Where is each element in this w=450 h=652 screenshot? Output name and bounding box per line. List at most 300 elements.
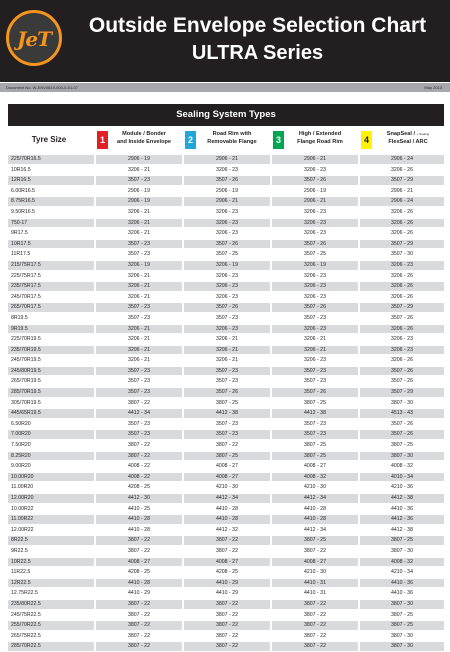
envelope-code-cell: 2906 - 19 <box>272 187 358 196</box>
envelope-code-cell: 3206 - 21 <box>96 166 182 175</box>
tyre-size-cell: 8.25R20 <box>8 452 94 461</box>
envelope-code-cell: 3507 - 26 <box>360 430 444 439</box>
column-2-badge <box>185 131 196 149</box>
table-row <box>8 525 444 536</box>
envelope-code-cell: 3507 - 26 <box>360 420 444 429</box>
envelope-code-cell: 3206 - 23 <box>272 219 358 228</box>
tyre-size-cell: 285/70R19.5 <box>8 388 94 397</box>
envelope-code-cell: 3507 - 25 <box>272 250 358 259</box>
envelope-code-cell: 4412 - 32 <box>184 526 270 535</box>
envelope-code-cell: 3807 - 25 <box>184 452 270 461</box>
envelope-code-cell: 3206 - 23 <box>184 325 270 334</box>
envelope-code-cell: 3507 - 23 <box>96 388 182 397</box>
table-row <box>8 249 444 260</box>
envelope-code-cell: 3807 - 22 <box>272 547 358 556</box>
tyre-size-cell: 12.00R20 <box>8 494 94 503</box>
envelope-code-cell: 4410 - 36 <box>360 589 444 598</box>
envelope-code-cell: 4410 - 28 <box>96 579 182 588</box>
envelope-code-cell: 3206 - 23 <box>272 208 358 217</box>
envelope-code-cell: 4412 - 38 <box>360 494 444 503</box>
envelope-code-cell: 3807 - 22 <box>96 632 182 641</box>
envelope-code-cell: 3206 - 21 <box>96 208 182 217</box>
tyre-size-cell: 9.00R20 <box>8 462 94 471</box>
envelope-code-cell: 3807 - 22 <box>184 632 270 641</box>
envelope-code-cell: 3206 - 26 <box>360 293 444 302</box>
envelope-code-cell: 4210 - 34 <box>360 568 444 577</box>
table-row <box>8 557 444 568</box>
table-row <box>8 313 444 324</box>
envelope-code-cell: 3807 - 25 <box>360 441 444 450</box>
envelope-code-cell: 3507 - 30 <box>360 250 444 259</box>
envelope-code-cell: 3206 - 21 <box>96 229 182 238</box>
envelope-code-cell: 3507 - 26 <box>360 367 444 376</box>
table-row <box>8 493 444 504</box>
envelope-code-cell: 4410 - 28 <box>184 505 270 514</box>
envelope-code-cell: 3206 - 21 <box>96 346 182 355</box>
envelope-code-cell: 4008 - 27 <box>184 558 270 567</box>
table-row <box>8 440 444 451</box>
table-row <box>8 387 444 398</box>
envelope-code-cell: 3807 - 22 <box>96 547 182 556</box>
envelope-code-cell: 3807 - 22 <box>96 611 182 620</box>
envelope-code-cell: 3206 - 19 <box>96 261 182 270</box>
envelope-code-cell: 3206 - 21 <box>96 335 182 344</box>
tyre-size-cell: 9R17.5 <box>8 229 94 238</box>
envelope-code-cell: 3807 - 25 <box>272 441 358 450</box>
tyre-size-cell: 245/75R22.5 <box>8 611 94 620</box>
table-row <box>8 535 444 546</box>
envelope-code-cell: 4208 - 25 <box>184 568 270 577</box>
envelope-code-cell: 3206 - 23 <box>272 356 358 365</box>
envelope-code-cell: 3807 - 22 <box>96 600 182 609</box>
envelope-code-cell: 3206 - 23 <box>272 293 358 302</box>
table-row <box>8 472 444 483</box>
envelope-code-cell: 3507 - 29 <box>360 240 444 249</box>
envelope-code-cell: 3206 - 23 <box>272 229 358 238</box>
envelope-code-cell: 3507 - 26 <box>184 176 270 185</box>
table-row <box>8 281 444 292</box>
envelope-code-cell: 3507 - 23 <box>184 420 270 429</box>
column-2-header <box>198 130 266 146</box>
envelope-code-cell: 4412 - 30 <box>96 494 182 503</box>
table-row <box>8 429 444 440</box>
table-row <box>8 302 444 313</box>
tyre-size-cell: 10.00R20 <box>8 473 94 482</box>
tyre-size-cell: 7.00R20 <box>8 430 94 439</box>
envelope-code-cell: 3507 - 23 <box>96 377 182 386</box>
table-row <box>8 239 444 250</box>
envelope-code-cell: 3507 - 23 <box>272 420 358 429</box>
tyre-table-body <box>8 154 444 652</box>
column-3-header <box>286 130 354 146</box>
envelope-code-cell: 3507 - 26 <box>184 303 270 312</box>
table-row <box>8 355 444 366</box>
table-row <box>8 599 444 610</box>
envelope-code-cell: 3807 - 25 <box>360 611 444 620</box>
envelope-code-cell: 3507 - 23 <box>272 314 358 323</box>
envelope-code-cell: 3507 - 23 <box>96 176 182 185</box>
envelope-code-cell: 4210 - 30 <box>272 568 358 577</box>
envelope-code-cell: 3507 - 23 <box>96 367 182 376</box>
envelope-code-cell: 4513 - 43 <box>360 409 444 418</box>
envelope-code-cell: 3206 - 21 <box>96 282 182 291</box>
table-row <box>8 504 444 515</box>
envelope-code-cell: 3807 - 25 <box>272 452 358 461</box>
envelope-code-cell: 3206 - 21 <box>272 335 358 344</box>
tyre-size-cell: 305/70R19.5 <box>8 399 94 408</box>
envelope-code-cell: 4412 - 34 <box>184 494 270 503</box>
envelope-code-cell: 4410 - 31 <box>272 579 358 588</box>
table-row <box>8 398 444 409</box>
tyre-size-cell: 265/75R22.5 <box>8 632 94 641</box>
envelope-code-cell: 3507 - 26 <box>272 303 358 312</box>
envelope-code-cell: 3206 - 23 <box>184 208 270 217</box>
tyre-size-cell: 7.50R20 <box>8 441 94 450</box>
envelope-code-cell: 4208 - 25 <box>96 568 182 577</box>
envelope-code-cell: 3807 - 22 <box>184 621 270 630</box>
document-date: May 2013 <box>424 85 442 90</box>
tyre-size-cell: 225/70R19.5 <box>8 335 94 344</box>
envelope-code-cell: 4412 - 36 <box>360 515 444 524</box>
table-row <box>8 546 444 557</box>
envelope-code-cell: 3807 - 22 <box>96 642 182 651</box>
envelope-code-cell: 4412 - 38 <box>184 409 270 418</box>
envelope-code-cell: 3807 - 30 <box>360 452 444 461</box>
envelope-code-cell: 4210 - 30 <box>184 483 270 492</box>
envelope-code-cell: 3206 - 26 <box>360 166 444 175</box>
column-1-number: 1 <box>99 135 105 145</box>
table-row <box>8 376 444 387</box>
column-1-label-line1: Module / Bonder <box>122 131 166 137</box>
envelope-code-cell: 4410 - 28 <box>272 505 358 514</box>
column-4-header <box>374 130 442 146</box>
envelope-code-cell: 2906 - 21 <box>184 197 270 206</box>
envelope-code-cell: 4008 - 32 <box>272 473 358 482</box>
table-row <box>8 260 444 271</box>
tyre-size-cell: 10R17.5 <box>8 240 94 249</box>
envelope-code-cell: 3206 - 23 <box>360 335 444 344</box>
envelope-code-cell: 3807 - 22 <box>96 621 182 630</box>
envelope-code-cell: 4410 - 36 <box>360 505 444 514</box>
table-row <box>8 154 444 165</box>
envelope-code-cell: 3807 - 22 <box>184 611 270 620</box>
envelope-code-cell: 3507 - 23 <box>96 303 182 312</box>
tyre-size-cell: 265/70R19.5 <box>8 377 94 386</box>
header <box>0 0 450 82</box>
envelope-code-cell: 3807 - 22 <box>272 621 358 630</box>
tyre-size-cell: 225/75R17.5 <box>8 272 94 281</box>
envelope-code-cell: 4210 - 30 <box>272 483 358 492</box>
table-row <box>8 324 444 335</box>
envelope-code-cell: 3206 - 19 <box>184 261 270 270</box>
envelope-code-cell: 4010 - 34 <box>360 473 444 482</box>
envelope-code-cell: 3807 - 22 <box>272 600 358 609</box>
envelope-code-cell: 3206 - 23 <box>272 325 358 334</box>
envelope-code-cell: 3507 - 23 <box>184 367 270 376</box>
table-row <box>8 334 444 345</box>
tyre-size-cell: 225/70R16.5 <box>8 155 94 164</box>
envelope-code-cell: 4410 - 28 <box>272 515 358 524</box>
envelope-code-cell: 3206 - 23 <box>360 261 444 270</box>
envelope-code-cell: 4412 - 34 <box>272 526 358 535</box>
envelope-code-cell: 3507 - 23 <box>272 367 358 376</box>
document-number: Document No. W-ENV0819-000-0-01-07 <box>6 85 78 90</box>
table-row <box>8 567 444 578</box>
tyre-size-cell: 215/75R17.5 <box>8 261 94 270</box>
envelope-code-cell: 3206 - 23 <box>184 293 270 302</box>
envelope-code-cell: 3206 - 26 <box>360 219 444 228</box>
column-4-badge <box>361 131 372 149</box>
tyre-size-cell: 8R22.5 <box>8 536 94 545</box>
table-row <box>8 620 444 631</box>
column-1-badge <box>97 131 108 149</box>
envelope-code-cell: 3206 - 26 <box>360 208 444 217</box>
tyre-size-cell: 245/70R19.5 <box>8 356 94 365</box>
tyre-size-cell: 12.00R22 <box>8 526 94 535</box>
envelope-code-cell: 3807 - 22 <box>184 547 270 556</box>
tyre-size-cell: 8R19.5 <box>8 314 94 323</box>
envelope-code-cell: 3206 - 21 <box>96 272 182 281</box>
envelope-code-cell: 3507 - 26 <box>360 314 444 323</box>
envelope-code-cell: 4410 - 28 <box>184 515 270 524</box>
tyre-size-cell: 11.00R22 <box>8 515 94 524</box>
tyre-size-cell: 11R17.5 <box>8 250 94 259</box>
document-info-bar <box>0 83 450 92</box>
table-row <box>8 631 444 642</box>
table-row <box>8 196 444 207</box>
envelope-code-cell: 4412 - 34 <box>272 494 358 503</box>
envelope-code-cell: 2906 - 19 <box>96 155 182 164</box>
tyre-size-cell: 285/70R22.5 <box>8 642 94 651</box>
column-3-number: 3 <box>275 135 281 145</box>
column-3-label-line2: Flange Road Rim <box>297 139 343 145</box>
envelope-code-cell: 3807 - 22 <box>272 642 358 651</box>
logo-text: JeT <box>16 27 52 51</box>
envelope-code-cell: 3206 - 21 <box>96 219 182 228</box>
envelope-code-cell: 3807 - 30 <box>360 632 444 641</box>
envelope-code-cell: 3507 - 26 <box>360 377 444 386</box>
column-4-label-note: + Sealing <box>416 132 430 136</box>
envelope-code-cell: 3507 - 23 <box>184 377 270 386</box>
table-row <box>8 292 444 303</box>
envelope-code-cell: 4008 - 32 <box>360 558 444 567</box>
envelope-code-cell: 3206 - 23 <box>184 282 270 291</box>
column-2-label-line2: Removable Flange <box>207 139 257 145</box>
envelope-code-cell: 2906 - 21 <box>272 155 358 164</box>
envelope-code-cell: 3807 - 30 <box>360 600 444 609</box>
envelope-code-cell: 3507 - 26 <box>184 388 270 397</box>
tyre-size-cell: 235/75R17.5 <box>8 282 94 291</box>
tyre-size-cell: 12.75R22.5 <box>8 589 94 598</box>
envelope-code-cell: 4410 - 28 <box>96 526 182 535</box>
envelope-code-cell: 2906 - 21 <box>184 155 270 164</box>
envelope-code-cell: 3206 - 26 <box>360 325 444 334</box>
envelope-code-cell: 3206 - 21 <box>272 346 358 355</box>
envelope-code-cell: 4412 - 38 <box>360 526 444 535</box>
envelope-code-cell: 3206 - 23 <box>272 166 358 175</box>
tyre-size-cell: 445/65R19.5 <box>8 409 94 418</box>
envelope-code-cell: 3507 - 23 <box>96 314 182 323</box>
table-row <box>8 228 444 239</box>
envelope-code-cell: 3206 - 23 <box>272 272 358 281</box>
column-4-number: 4 <box>363 135 369 145</box>
envelope-code-cell: 3507 - 23 <box>96 430 182 439</box>
column-3-label-line1: High / Extended <box>298 131 342 137</box>
envelope-code-cell: 4008 - 22 <box>96 462 182 471</box>
envelope-code-cell: 3507 - 23 <box>272 377 358 386</box>
tyre-size-cell: 12R16.5 <box>8 176 94 185</box>
tyre-size-cell: 8.75R16.5 <box>8 197 94 206</box>
column-1-label-line2: and Inside Envelope <box>116 139 172 145</box>
envelope-code-cell: 2906 - 21 <box>272 197 358 206</box>
tyre-size-cell: 10R22.5 <box>8 558 94 567</box>
envelope-code-cell: 3206 - 23 <box>184 272 270 281</box>
envelope-code-cell: 4410 - 28 <box>96 515 182 524</box>
tyre-size-cell: 10R16.5 <box>8 166 94 175</box>
envelope-code-cell: 4410 - 29 <box>96 589 182 598</box>
tyre-size-cell: 6.50R20 <box>8 420 94 429</box>
envelope-code-cell: 4008 - 27 <box>184 473 270 482</box>
tyre-size-cell: 9.50R16.5 <box>8 208 94 217</box>
envelope-code-cell: 3807 - 22 <box>184 600 270 609</box>
envelope-code-cell: 3507 - 25 <box>184 250 270 259</box>
tyre-size-cell: 9R19.5 <box>8 325 94 334</box>
table-row <box>8 271 444 282</box>
envelope-code-cell: 3807 - 22 <box>96 441 182 450</box>
table-row <box>8 345 444 356</box>
envelope-code-cell: 3206 - 21 <box>184 335 270 344</box>
table-row <box>8 419 444 430</box>
column-4-label-line2: FlexSeal / ARC <box>388 139 428 145</box>
tyre-size-cell: 255/70R22.5 <box>8 621 94 630</box>
envelope-code-cell: 3206 - 23 <box>360 346 444 355</box>
envelope-code-cell: 3507 - 23 <box>96 250 182 259</box>
envelope-code-cell: 3507 - 29 <box>360 303 444 312</box>
chart-title: Outside Envelope Selection Chart <box>88 14 427 37</box>
envelope-code-cell: 3206 - 26 <box>360 356 444 365</box>
tyre-size-cell: 235/70R19.5 <box>8 346 94 355</box>
envelope-code-cell: 2906 - 19 <box>184 187 270 196</box>
envelope-code-cell: 3807 - 22 <box>184 642 270 651</box>
table-row <box>8 366 444 377</box>
envelope-code-cell: 3507 - 23 <box>96 240 182 249</box>
envelope-code-cell: 4208 - 25 <box>96 483 182 492</box>
tyre-size-cell: 11.00R20 <box>8 483 94 492</box>
envelope-code-cell: 3507 - 23 <box>272 430 358 439</box>
envelope-code-cell: 3206 - 23 <box>272 282 358 291</box>
envelope-code-cell: 3206 - 21 <box>184 356 270 365</box>
envelope-code-cell: 3206 - 21 <box>184 346 270 355</box>
envelope-code-cell: 3206 - 23 <box>184 229 270 238</box>
tyre-size-cell: 245/80R19.5 <box>8 367 94 376</box>
tyre-size-cell: 12R22.5 <box>8 579 94 588</box>
table-row <box>8 451 444 462</box>
table-row <box>8 461 444 472</box>
table-row <box>8 186 444 197</box>
envelope-code-cell: 2906 - 19 <box>96 197 182 206</box>
envelope-code-cell: 3206 - 21 <box>96 356 182 365</box>
envelope-code-cell: 4410 - 31 <box>272 589 358 598</box>
column-2-label-line1: Road Rim with <box>212 131 252 137</box>
table-row <box>8 175 444 186</box>
envelope-code-cell: 3807 - 22 <box>96 452 182 461</box>
tyre-size-cell: 11R22.5 <box>8 568 94 577</box>
envelope-code-cell: 4210 - 36 <box>360 483 444 492</box>
envelope-code-cell: 4008 - 27 <box>272 462 358 471</box>
envelope-code-cell: 3206 - 23 <box>184 166 270 175</box>
envelope-code-cell: 3206 - 26 <box>360 272 444 281</box>
envelope-code-cell: 3206 - 19 <box>272 261 358 270</box>
table-row <box>8 408 444 419</box>
envelope-code-cell: 3507 - 29 <box>360 388 444 397</box>
envelope-code-cell: 3807 - 25 <box>360 536 444 545</box>
envelope-code-cell: 3807 - 30 <box>360 642 444 651</box>
envelope-code-cell: 4008 - 22 <box>96 473 182 482</box>
tyre-size-cell: 10.00R22 <box>8 505 94 514</box>
envelope-code-cell: 3507 - 26 <box>272 388 358 397</box>
tyre-size-cell: 235/80R22.5 <box>8 600 94 609</box>
envelope-code-cell: 3206 - 26 <box>360 282 444 291</box>
column-2-number: 2 <box>187 135 193 145</box>
envelope-code-cell: 3507 - 29 <box>360 176 444 185</box>
envelope-code-cell: 3507 - 26 <box>272 240 358 249</box>
table-row <box>8 578 444 589</box>
tyre-size-cell: 6.00R16.5 <box>8 187 94 196</box>
envelope-code-cell: 3807 - 22 <box>96 399 182 408</box>
table-row <box>8 482 444 493</box>
table-row <box>8 588 444 599</box>
envelope-code-cell: 2906 - 24 <box>360 155 444 164</box>
envelope-code-cell: 2906 - 19 <box>96 187 182 196</box>
table-row <box>8 207 444 218</box>
envelope-code-cell: 4410 - 29 <box>184 579 270 588</box>
envelope-code-cell: 4008 - 27 <box>96 558 182 567</box>
envelope-code-cell: 2906 - 21 <box>360 187 444 196</box>
envelope-code-cell: 3807 - 22 <box>96 536 182 545</box>
envelope-code-cell: 3807 - 22 <box>272 611 358 620</box>
envelope-code-cell: 3807 - 22 <box>184 536 270 545</box>
envelope-code-cell: 3807 - 25 <box>272 399 358 408</box>
envelope-code-cell: 4008 - 27 <box>184 462 270 471</box>
envelope-code-cell: 3807 - 30 <box>360 547 444 556</box>
column-3-badge <box>273 131 284 149</box>
envelope-code-cell: 3206 - 23 <box>184 219 270 228</box>
jet-logo <box>6 10 62 66</box>
envelope-code-cell: 3807 - 25 <box>184 399 270 408</box>
envelope-code-cell: 3807 - 22 <box>272 632 358 641</box>
envelope-code-cell: 4410 - 36 <box>360 579 444 588</box>
envelope-code-cell: 3507 - 23 <box>184 314 270 323</box>
table-row <box>8 165 444 176</box>
section-title: Sealing System Types <box>8 104 444 126</box>
table-row <box>8 218 444 229</box>
envelope-code-cell: 4008 - 27 <box>272 558 358 567</box>
column-1-header <box>110 130 178 146</box>
envelope-code-cell: 3807 - 25 <box>360 621 444 630</box>
envelope-code-cell: 3206 - 21 <box>96 325 182 334</box>
envelope-code-cell: 3206 - 26 <box>360 229 444 238</box>
envelope-code-cell: 3507 - 26 <box>272 176 358 185</box>
envelope-code-cell: 4410 - 29 <box>184 589 270 598</box>
envelope-code-cell: 4410 - 25 <box>96 505 182 514</box>
tyre-size-header: Tyre Size <box>31 135 67 144</box>
column-4-label-line1: SnapSeal / <box>386 131 416 137</box>
envelope-code-cell: 2906 - 24 <box>360 197 444 206</box>
tyre-size-cell: 265/70R17.5 <box>8 303 94 312</box>
chart-subtitle: ULTRA Series <box>191 42 324 64</box>
tyre-size-cell: 750-17 <box>8 219 94 228</box>
tyre-size-cell: 9R22.5 <box>8 547 94 556</box>
